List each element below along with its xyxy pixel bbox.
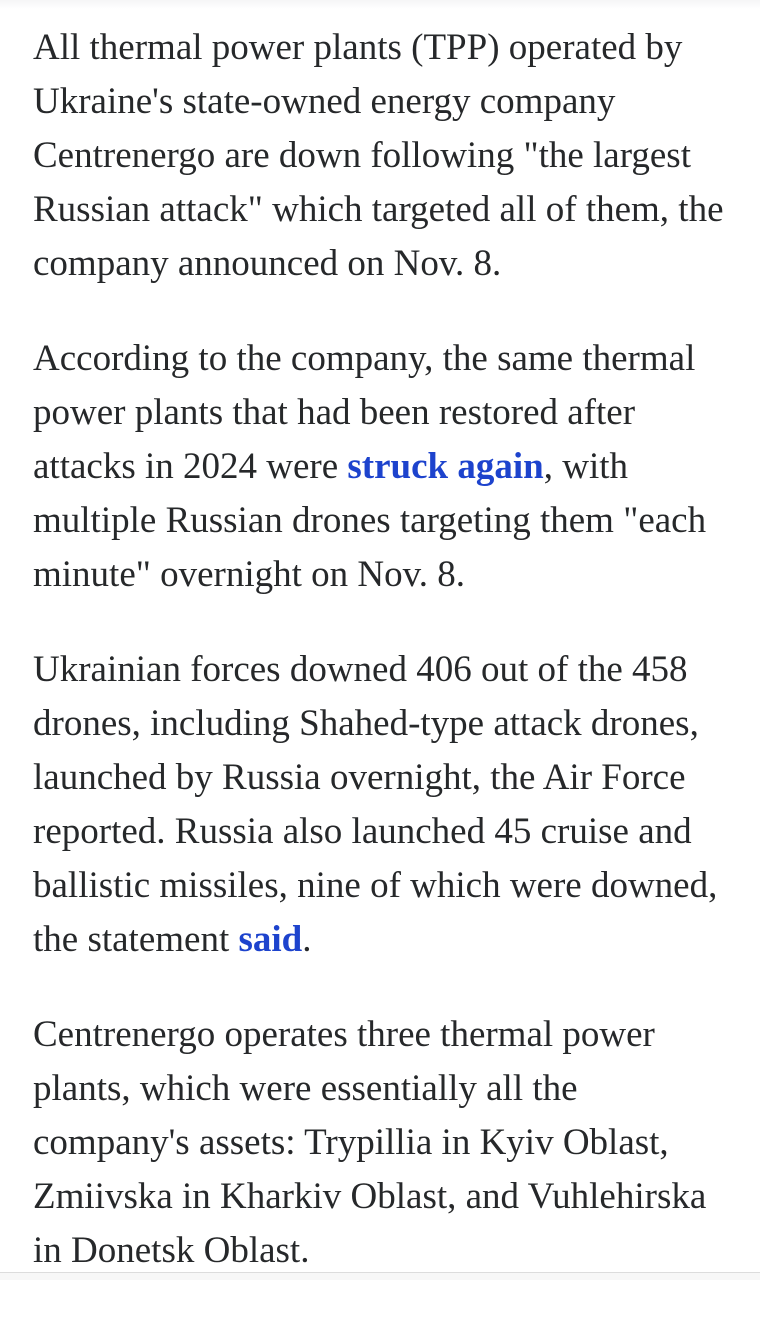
paragraph-2-text-before-link: According to the company, the same thermal power plants that had been restored after attacks in 2024 were xyxy=(33,338,696,487)
struck-again-link[interactable]: struck again xyxy=(347,446,544,487)
paragraph-1-text: All thermal power plants (TPP) operated by Ukraine's state-owned energy company Centrenergo are down following "the largest Russian attack" which targeted all of them, the company announced on Nov. 8. xyxy=(33,27,724,284)
paragraph-2 xyxy=(33,332,733,602)
paragraph-3 xyxy=(33,643,733,967)
paragraph-4 xyxy=(33,1008,733,1278)
paragraph-4-text: Centrenergo operates three thermal power plants, which were essentially all the company's assets: Trypillia in Kyiv Oblast, Zmiivska in Kharkiv Oblast, and Vuhlehirska in Donetsk Oblast. xyxy=(33,1014,707,1271)
paragraph-3-text-before-link: Ukrainian forces downed 406 out of the 458 drones, including Shahed-type attack drones, launched by Russia overnight, the Air Force reported. Russia also launched 45 cruise and ballistic missiles, nine of which were downed, the statement xyxy=(33,649,718,960)
paragraph-3-text-after-link: . xyxy=(302,919,312,960)
paragraph-1 xyxy=(33,21,733,291)
next-section-background xyxy=(0,1273,760,1280)
said-link[interactable]: said xyxy=(238,919,303,960)
paragraph-2-text-after-link: , with multiple Russian drones targeting them "each minute" overnight on Nov. 8. xyxy=(33,446,707,595)
